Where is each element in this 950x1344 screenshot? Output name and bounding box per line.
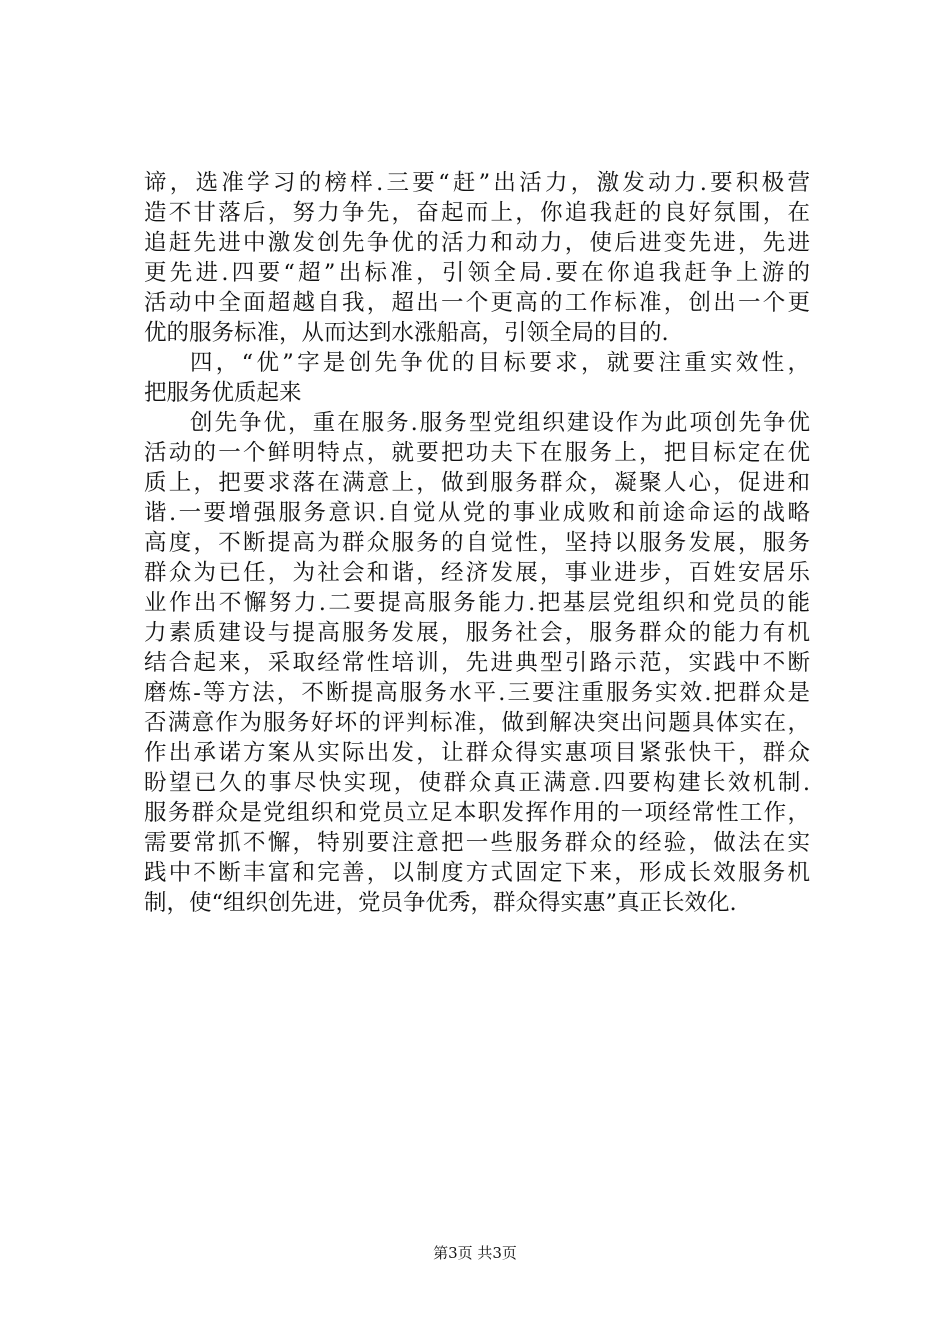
text-line: 服务群众是党组织和党员立足本职发挥作用的一项经常性工作，: [144, 800, 810, 826]
text-line: 追赶先进中激发创先争优的活力和动力，使后进变先进，先进: [144, 230, 810, 256]
text-line: 盼望已久的事尽快实现，使群众真正满意.四要构建长效机制.: [144, 770, 810, 796]
document-body: [144, 168, 810, 918]
text-line: 优的服务标准，从而达到水涨船高，引领全局的目的.: [144, 320, 669, 346]
text-line: 谛，选准学习的榜样.三要“赶”出活力，激发动力.要积极营: [144, 170, 810, 196]
text-line: 谐.一要增强服务意识.自觉从党的事业成败和前途命运的战略: [144, 500, 810, 526]
paragraph-body: [144, 408, 810, 918]
text-line: 需要常抓不懈，特别要注意把一些服务群众的经验，做法在实: [144, 830, 810, 856]
text-line: 否满意作为服务好坏的评判标准，做到解决突出问题具体实在，: [144, 710, 810, 736]
text-line: 业作出不懈努力.二要提高服务能力.把基层党组织和党员的能: [144, 590, 810, 616]
text-line: 结合起来，采取经常性培训，先进典型引路示范，实践中不断: [144, 650, 810, 676]
text-line: 践中不断丰富和完善，以制度方式固定下来，形成长效服务机: [144, 860, 810, 886]
text-line: 磨炼-等方法，不断提高服务水平.三要注重服务实效.把群众是: [144, 680, 810, 706]
text-line: 作出承诺方案从实际出发，让群众得实惠项目紧张快干，群众: [144, 740, 810, 766]
text-line: 活动中全面超越自我，超出一个更高的工作标准，创出一个更: [144, 290, 810, 316]
page-number-footer: 第3页 共3页: [433, 1244, 517, 1262]
section-heading: [144, 348, 810, 408]
text-line: 质上，把要求落在满意上，做到服务群众，凝聚人心，促进和: [144, 470, 810, 496]
heading-line: 把服务优质起来: [144, 380, 302, 406]
text-line: 造不甘落后，努力争先，奋起而上，你追我赶的良好氛围，在: [144, 200, 810, 226]
text-line: 创先争优，重在服务.服务型党组织建设作为此项创先争优: [190, 410, 810, 436]
text-line: 高度，不断提高为群众服务的自觉性，坚持以服务发展，服务: [144, 530, 810, 556]
paragraph-continuation: [144, 168, 810, 348]
heading-line: 四，“优”字是创先争优的目标要求，就要注重实效性，: [190, 350, 810, 376]
text-line: 更先进.四要“超”出标准，引领全局.要在你追我赶争上游的: [144, 260, 810, 286]
text-line: 活动的一个鲜明特点，就要把功夫下在服务上，把目标定在优: [144, 440, 810, 466]
text-line: 群众为已任，为社会和谐，经济发展，事业进步，百姓安居乐: [144, 560, 810, 586]
text-line: 制，使“组织创先进，党员争优秀，群众得实惠”真正长效化.: [144, 890, 737, 916]
text-line: 力素质建设与提高服务发展，服务社会，服务群众的能力有机: [144, 620, 810, 646]
